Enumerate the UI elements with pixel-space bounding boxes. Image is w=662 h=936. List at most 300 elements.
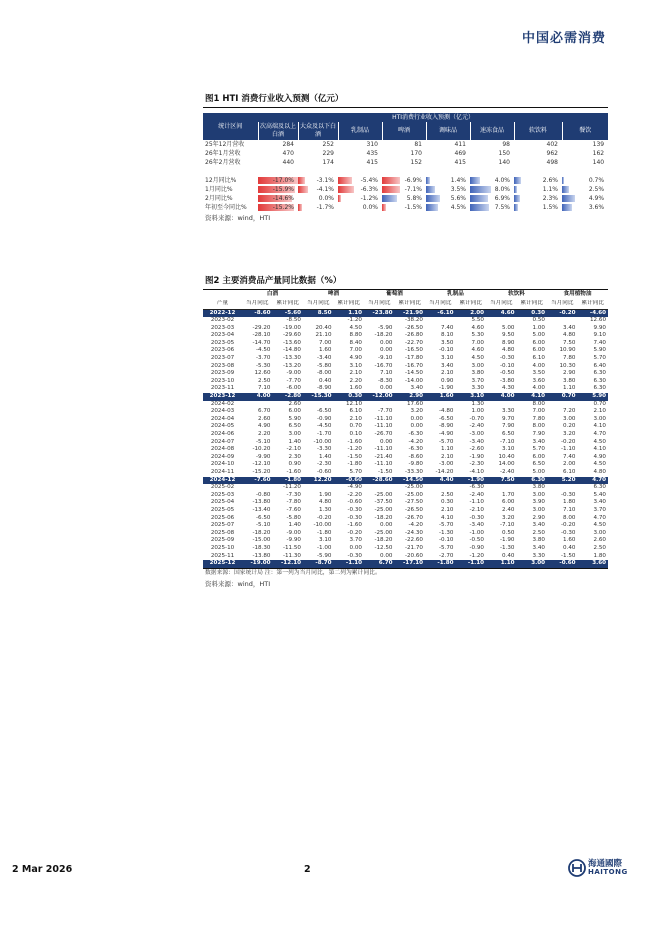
table-cell: -0.50 bbox=[469, 537, 484, 544]
period-cell: 2023-04 bbox=[210, 332, 235, 339]
table-cell: -12.00 bbox=[364, 393, 395, 401]
period-cell: 2024-09 bbox=[210, 453, 235, 460]
pct-value: -6.3% bbox=[360, 186, 378, 193]
pct-cell bbox=[338, 203, 382, 212]
table-cell: 5.50 bbox=[471, 317, 484, 324]
table-cell: -21.90 bbox=[395, 309, 426, 317]
pct-cell bbox=[258, 185, 298, 194]
period-cell: 2025-08 bbox=[210, 529, 235, 536]
table-cell: 3.00 bbox=[563, 415, 576, 422]
table-cell: -13.80 bbox=[252, 499, 271, 506]
period-cell: 2023-10 bbox=[210, 377, 235, 384]
column-header: 速冻食品 bbox=[470, 122, 514, 140]
table-cell: -1.90 bbox=[500, 537, 515, 544]
pct-value: -5.4% bbox=[360, 177, 378, 184]
table-cell: -8.90 bbox=[317, 385, 332, 392]
table-cell: -0.20 bbox=[547, 309, 578, 317]
table-cell: 21.10 bbox=[315, 332, 332, 339]
table-cell: 4.50 bbox=[593, 522, 606, 529]
table-cell: 3.90 bbox=[532, 499, 545, 506]
data-bar bbox=[426, 186, 435, 193]
page-number: 2 bbox=[304, 864, 311, 875]
spacer-cell bbox=[298, 167, 338, 176]
period-cell: 2025-06 bbox=[210, 514, 235, 521]
table-cell: 8.00 bbox=[532, 423, 545, 430]
table-cell: 2.60 bbox=[593, 537, 606, 544]
table-cell: 5.70 bbox=[349, 468, 362, 475]
table-cell: 3.10 bbox=[502, 446, 515, 453]
table-cell: -3.00 bbox=[469, 431, 484, 437]
table-cell: 2.50 bbox=[532, 529, 545, 536]
table-cell: 0.40 bbox=[319, 377, 332, 384]
table-row bbox=[203, 140, 608, 149]
period-cell: 2023-08 bbox=[210, 362, 235, 369]
period-cell: 2024-11 bbox=[210, 468, 235, 475]
group-header: 啤酒 bbox=[327, 291, 340, 298]
table-cell: 4.80 bbox=[563, 332, 576, 339]
table-cell: -5.10 bbox=[256, 438, 271, 445]
pct-cell bbox=[426, 203, 470, 212]
pct-value: 0.0% bbox=[362, 204, 378, 211]
pct-value: 5.8% bbox=[406, 195, 422, 202]
table-cell: 0.30 bbox=[517, 309, 548, 317]
table-cell: 6.70 bbox=[258, 408, 271, 415]
sub-header: 累计同比 bbox=[517, 300, 548, 309]
table-cell: -4.50 bbox=[256, 347, 271, 354]
table-cell: -7.70 bbox=[378, 408, 393, 415]
table-cell: -7.10 bbox=[500, 438, 515, 445]
table-cell: -1.30 bbox=[439, 529, 454, 536]
table-cell: 3.40 bbox=[441, 362, 454, 369]
table-cell: 2.20 bbox=[258, 431, 271, 437]
table-cell: -1.60 bbox=[347, 522, 362, 529]
table-cell: 81 bbox=[414, 141, 422, 148]
table-cell: 4.90 bbox=[349, 355, 362, 362]
table-cell: 3.70 bbox=[349, 537, 362, 544]
table-cell: -1.90 bbox=[469, 453, 484, 460]
table-cell: 0.00 bbox=[380, 347, 393, 354]
table-cell: 1.60 bbox=[563, 537, 576, 544]
table-cell: -0.30 bbox=[469, 514, 484, 521]
table-cell: 2.40 bbox=[502, 506, 515, 513]
pct-value: 8.0% bbox=[494, 186, 510, 193]
pct-row bbox=[203, 203, 608, 212]
table-cell: 2.10 bbox=[441, 506, 454, 513]
table-cell: -25.00 bbox=[374, 529, 393, 536]
table-cell: -1.00 bbox=[317, 544, 332, 551]
table-cell bbox=[425, 401, 456, 409]
pct-cell bbox=[258, 176, 298, 185]
table-cell: 6.10 bbox=[532, 355, 545, 362]
table-cell: -18.30 bbox=[252, 544, 271, 551]
column-header: 大众及以下白酒 bbox=[299, 123, 336, 138]
sub-header: 当月同比 bbox=[547, 300, 578, 309]
table-cell: 3.60 bbox=[532, 377, 545, 384]
sub-header: 当月同比 bbox=[364, 300, 395, 309]
table-cell: -22.60 bbox=[404, 537, 423, 544]
table-cell: -6.30 bbox=[408, 431, 423, 437]
table-cell: 0.40 bbox=[563, 544, 576, 551]
table-cell bbox=[486, 401, 517, 409]
data-bar bbox=[562, 195, 575, 202]
table-cell: 3.00 bbox=[532, 491, 545, 498]
row-label: 12月同比% bbox=[205, 177, 237, 184]
table-cell: 2.60 bbox=[258, 415, 271, 422]
period-cell: 2023-06 bbox=[210, 347, 235, 354]
data-bar bbox=[514, 186, 517, 193]
row-label: 26年2月营收 bbox=[205, 159, 241, 166]
figure-1-source: 资料来源：wind，HTI bbox=[205, 214, 271, 222]
table-cell: 4.50 bbox=[471, 355, 484, 362]
pct-value: 7.5% bbox=[494, 204, 510, 211]
table-cell: -21.70 bbox=[404, 544, 423, 551]
table-cell: 2.90 bbox=[395, 393, 426, 401]
table-cell: -15.00 bbox=[252, 537, 271, 544]
table-cell: 12.60 bbox=[254, 370, 271, 377]
table-cell: 5.00 bbox=[532, 468, 545, 475]
table-cell: 4.80 bbox=[319, 499, 332, 506]
period-cell: 2025-05 bbox=[210, 506, 235, 513]
table-cell bbox=[303, 401, 334, 409]
table-row bbox=[203, 484, 608, 492]
table-cell: 8.40 bbox=[349, 339, 362, 346]
group-header: 白酒 bbox=[266, 291, 279, 298]
haitong-logo-icon bbox=[568, 858, 586, 878]
table-cell: -23.80 bbox=[364, 309, 395, 317]
table-cell bbox=[425, 317, 456, 325]
table-cell: -14.00 bbox=[404, 377, 423, 384]
data-bar bbox=[382, 204, 386, 211]
period-cell: 2023-02 bbox=[210, 317, 235, 324]
table-cell: 6.00 bbox=[288, 408, 301, 415]
pct-value: -7.1% bbox=[404, 186, 422, 193]
table-cell bbox=[364, 484, 395, 492]
table-cell: 140 bbox=[498, 159, 510, 166]
pct-value: 4.5% bbox=[450, 204, 466, 211]
table-cell: -14.80 bbox=[282, 347, 301, 354]
table-row bbox=[203, 325, 608, 333]
table-cell: -1.80 bbox=[273, 477, 304, 485]
table-cell: 4.10 bbox=[593, 423, 606, 430]
table-cell: 7.40 bbox=[563, 453, 576, 460]
table-cell bbox=[547, 317, 578, 325]
table-cell: 7.40 bbox=[593, 339, 606, 346]
table-cell: 9.90 bbox=[593, 324, 606, 331]
table-cell: -0.20 bbox=[561, 438, 576, 445]
table-cell: -0.90 bbox=[317, 415, 332, 422]
period-cell: 2025-10 bbox=[210, 544, 235, 551]
table-cell: -8.30 bbox=[378, 377, 393, 384]
spacer-cell bbox=[562, 167, 608, 176]
spacer-cell bbox=[338, 167, 382, 176]
table-cell: 98 bbox=[502, 141, 510, 148]
table-cell: 310 bbox=[366, 141, 378, 148]
table-cell: -21.40 bbox=[374, 453, 393, 460]
data-bar bbox=[338, 186, 354, 193]
table-cell: 2.50 bbox=[593, 544, 606, 551]
sub-header: 当月同比 bbox=[486, 300, 517, 309]
pct-cell bbox=[298, 185, 338, 194]
pct-value: 2.6% bbox=[542, 177, 558, 184]
table-cell: 2.00 bbox=[456, 309, 487, 317]
period-cell: 2023-07 bbox=[210, 355, 235, 362]
logo-en-text: HAITONG bbox=[588, 868, 628, 876]
pct-value: 4.0% bbox=[494, 177, 510, 184]
pct-cell bbox=[258, 203, 298, 212]
period-cell: 2023-05 bbox=[210, 339, 235, 346]
table-cell: -1.80 bbox=[347, 461, 362, 468]
pct-cell bbox=[426, 185, 470, 194]
table-cell: 0.70 bbox=[547, 393, 578, 401]
table-cell: -12.10 bbox=[273, 560, 304, 568]
table-cell: 3.00 bbox=[593, 529, 606, 536]
row-label: 2月同比% bbox=[205, 195, 233, 202]
table-cell: 3.40 bbox=[563, 324, 576, 331]
table-cell: 174 bbox=[322, 159, 334, 166]
table-cell: 6.30 bbox=[593, 377, 606, 384]
figure-2-source: 资料来源：wind，HTI bbox=[205, 579, 271, 588]
table-cell: 5.70 bbox=[593, 355, 606, 362]
pct-cell bbox=[470, 194, 514, 203]
table-cell: -1.20 bbox=[469, 552, 484, 559]
table-cell: -37.50 bbox=[374, 499, 393, 506]
table-cell: 7.50 bbox=[486, 477, 517, 485]
row-label: 25年12月营收 bbox=[205, 141, 245, 148]
data-bar bbox=[338, 195, 341, 202]
table-cell: -4.80 bbox=[439, 408, 454, 415]
table-cell: 0.50 bbox=[502, 529, 515, 536]
table-cell: -0.80 bbox=[256, 491, 271, 498]
table-cell: -13.40 bbox=[252, 506, 271, 513]
pct-value: 0.7% bbox=[588, 177, 605, 184]
pct-value: 3.6% bbox=[588, 204, 605, 211]
table-cell: 7.10 bbox=[380, 370, 393, 377]
table-cell: -0.60 bbox=[334, 477, 365, 485]
table-row bbox=[203, 332, 608, 340]
table-cell: 10.90 bbox=[559, 347, 576, 354]
period-cell: 2025-03 bbox=[210, 491, 235, 498]
table-cell bbox=[547, 401, 578, 409]
table-row bbox=[203, 492, 608, 500]
table-row-highlight bbox=[203, 393, 608, 401]
table-cell: 1.30 bbox=[471, 400, 484, 407]
table-cell: 1.00 bbox=[471, 408, 484, 415]
table-cell: 8.10 bbox=[441, 332, 454, 339]
table-cell: 2.90 bbox=[532, 514, 545, 521]
table-cell: -2.40 bbox=[500, 468, 515, 475]
table-cell: 6.50 bbox=[532, 461, 545, 468]
table-cell: -22.70 bbox=[404, 339, 423, 346]
table-cell: -15.20 bbox=[252, 468, 271, 475]
table-cell: -1.80 bbox=[425, 560, 456, 568]
pct-value: -3.1% bbox=[316, 177, 334, 184]
table-cell: 3.70 bbox=[593, 506, 606, 513]
table-row bbox=[203, 416, 608, 424]
period-cell: 2025-02 bbox=[210, 484, 235, 491]
table-row bbox=[203, 530, 608, 538]
table-cell bbox=[242, 484, 273, 492]
table-row bbox=[203, 499, 608, 507]
table-row bbox=[203, 439, 608, 447]
data-bar bbox=[470, 195, 488, 202]
table-cell: 2.20 bbox=[349, 377, 362, 384]
table-cell: 0.40 bbox=[502, 552, 515, 559]
table-cell: 7.00 bbox=[349, 347, 362, 354]
column-header: 调味品 bbox=[426, 122, 470, 140]
data-bar bbox=[298, 204, 302, 211]
table-cell: -1.30 bbox=[500, 544, 515, 551]
table-row bbox=[203, 545, 608, 553]
table-cell: -9.90 bbox=[286, 537, 301, 544]
period-cell: 2023-03 bbox=[210, 324, 235, 331]
table-cell: 4.00 bbox=[532, 362, 545, 369]
table-cell: -8.70 bbox=[303, 560, 334, 568]
table-cell: 0.00 bbox=[410, 415, 423, 422]
table-cell: -4.20 bbox=[408, 522, 423, 529]
table-cell: -14.50 bbox=[395, 477, 426, 485]
table-cell: 162 bbox=[592, 150, 605, 157]
table-row bbox=[203, 347, 608, 355]
pct-cell bbox=[514, 176, 562, 185]
table-cell: -0.30 bbox=[561, 491, 576, 498]
table-cell: 6.70 bbox=[364, 560, 395, 568]
pct-value: 5.6% bbox=[450, 195, 466, 202]
period-header: 产量 bbox=[203, 300, 242, 309]
table-cell bbox=[486, 317, 517, 325]
table-cell: 0.00 bbox=[380, 438, 393, 445]
table-cell: 4.80 bbox=[502, 347, 515, 354]
table-cell: 3.80 bbox=[471, 370, 484, 377]
table-row bbox=[203, 408, 608, 416]
table-cell: -11.10 bbox=[374, 423, 393, 430]
table-cell: -17.10 bbox=[395, 560, 426, 568]
column-header: 乳制品 bbox=[338, 122, 382, 140]
table-cell: -25.00 bbox=[404, 491, 423, 498]
table-cell: -7.60 bbox=[286, 506, 301, 513]
table-cell: -8.60 bbox=[242, 309, 273, 317]
table-row bbox=[203, 363, 608, 371]
data-bar bbox=[562, 177, 564, 184]
pct-value: -1.2% bbox=[360, 195, 378, 202]
table-cell: 0.90 bbox=[441, 377, 454, 384]
table-cell: -4.60 bbox=[578, 309, 609, 317]
table-cell: -26.80 bbox=[404, 332, 423, 339]
table-cell: 3.00 bbox=[517, 560, 548, 568]
table-cell: -8.90 bbox=[439, 423, 454, 430]
row-header: 统计区间 bbox=[203, 113, 258, 140]
table-cell: -13.30 bbox=[282, 355, 301, 362]
pct-value: -17.0% bbox=[272, 177, 294, 184]
period-cell: 2024-08 bbox=[210, 446, 235, 453]
table-cell: 2.10 bbox=[441, 453, 454, 460]
table-cell: -1.90 bbox=[439, 385, 454, 392]
figure-2 bbox=[203, 274, 608, 589]
table-cell: -29.20 bbox=[252, 324, 271, 331]
table-cell: 7.10 bbox=[258, 385, 271, 392]
table-cell bbox=[425, 484, 456, 492]
table-cell: -18.20 bbox=[374, 537, 393, 544]
table-cell: 7.90 bbox=[502, 423, 515, 430]
table-cell: -9.90 bbox=[256, 453, 271, 460]
table-cell: -8.50 bbox=[286, 317, 301, 324]
table-cell: -33.30 bbox=[404, 468, 423, 475]
table-cell: 3.00 bbox=[471, 362, 484, 369]
spacer-cell bbox=[203, 290, 242, 300]
table-cell: -1.50 bbox=[561, 552, 576, 559]
pct-value: -4.1% bbox=[316, 186, 334, 193]
table-cell: 411 bbox=[454, 141, 466, 148]
pct-value: 1.1% bbox=[542, 186, 558, 193]
period-cell: 2022-12 bbox=[203, 309, 242, 317]
table-cell: 3.30 bbox=[532, 552, 545, 559]
table-cell: 12.20 bbox=[303, 477, 334, 485]
sub-header: 累计同比 bbox=[395, 300, 426, 309]
figure-2-title: 图2 主要消费品产量同比数据（%） bbox=[203, 274, 608, 290]
table-cell: 6.00 bbox=[532, 347, 545, 354]
table-cell: 9.70 bbox=[502, 415, 515, 422]
table-cell: -6.30 bbox=[408, 446, 423, 453]
table-cell: -3.30 bbox=[317, 446, 332, 453]
table-cell: 4.50 bbox=[593, 438, 606, 445]
table-cell: -5.90 bbox=[317, 552, 332, 559]
table-cell: 140 bbox=[592, 159, 605, 166]
table-cell: 4.70 bbox=[593, 431, 606, 437]
row-label: 年初至今同比% bbox=[205, 204, 247, 211]
table-cell: -3.80 bbox=[500, 377, 515, 384]
table-cell: -0.10 bbox=[500, 362, 515, 369]
pct-cell bbox=[470, 185, 514, 194]
table-cell: -1.10 bbox=[456, 560, 487, 568]
table-cell bbox=[364, 317, 395, 325]
table-cell: 7.80 bbox=[563, 355, 576, 362]
table-cell: -1.10 bbox=[561, 446, 576, 453]
pct-cell bbox=[298, 176, 338, 185]
table-cell: 2.50 bbox=[258, 377, 271, 384]
table-row bbox=[203, 355, 608, 363]
table-cell: 5.00 bbox=[502, 324, 515, 331]
table-cell: 3.10 bbox=[441, 355, 454, 362]
data-bar bbox=[470, 186, 491, 193]
table-cell: 6.30 bbox=[593, 370, 606, 377]
table-cell: 10.30 bbox=[559, 362, 576, 369]
group-header: HTI消费行业收入预测（亿元） bbox=[258, 113, 608, 122]
table-cell: 5.40 bbox=[593, 491, 606, 498]
table-cell: 4.00 bbox=[486, 393, 517, 401]
figure-2-note: 数据来源：国家统计局 注：第一列为当月同比，第二列为累计同比。 bbox=[203, 568, 608, 578]
table-cell: 7.20 bbox=[563, 408, 576, 415]
period-cell: 2024-02 bbox=[210, 400, 235, 407]
table-cell: -11.10 bbox=[374, 446, 393, 453]
table-cell: 0.00 bbox=[380, 339, 393, 346]
table-cell: -0.60 bbox=[547, 560, 578, 568]
column-header: 次高端及以上白酒 bbox=[259, 123, 296, 138]
table-cell: 3.20 bbox=[563, 431, 576, 437]
table-cell: 7.00 bbox=[471, 339, 484, 346]
table-cell: -18.20 bbox=[374, 332, 393, 339]
table-cell: 3.60 bbox=[578, 560, 609, 568]
table-cell: 3.50 bbox=[441, 339, 454, 346]
table-cell: -26.50 bbox=[404, 506, 423, 513]
table-cell: -2.70 bbox=[439, 552, 454, 559]
table-cell: 6.50 bbox=[502, 431, 515, 437]
table-cell: -14.20 bbox=[435, 468, 454, 475]
figure-1 bbox=[203, 92, 608, 223]
table-cell: 4.90 bbox=[258, 423, 271, 430]
table-cell: 4.60 bbox=[471, 347, 484, 354]
table-cell: 20.40 bbox=[315, 324, 332, 331]
table-cell bbox=[242, 317, 273, 325]
data-bar bbox=[562, 204, 572, 211]
